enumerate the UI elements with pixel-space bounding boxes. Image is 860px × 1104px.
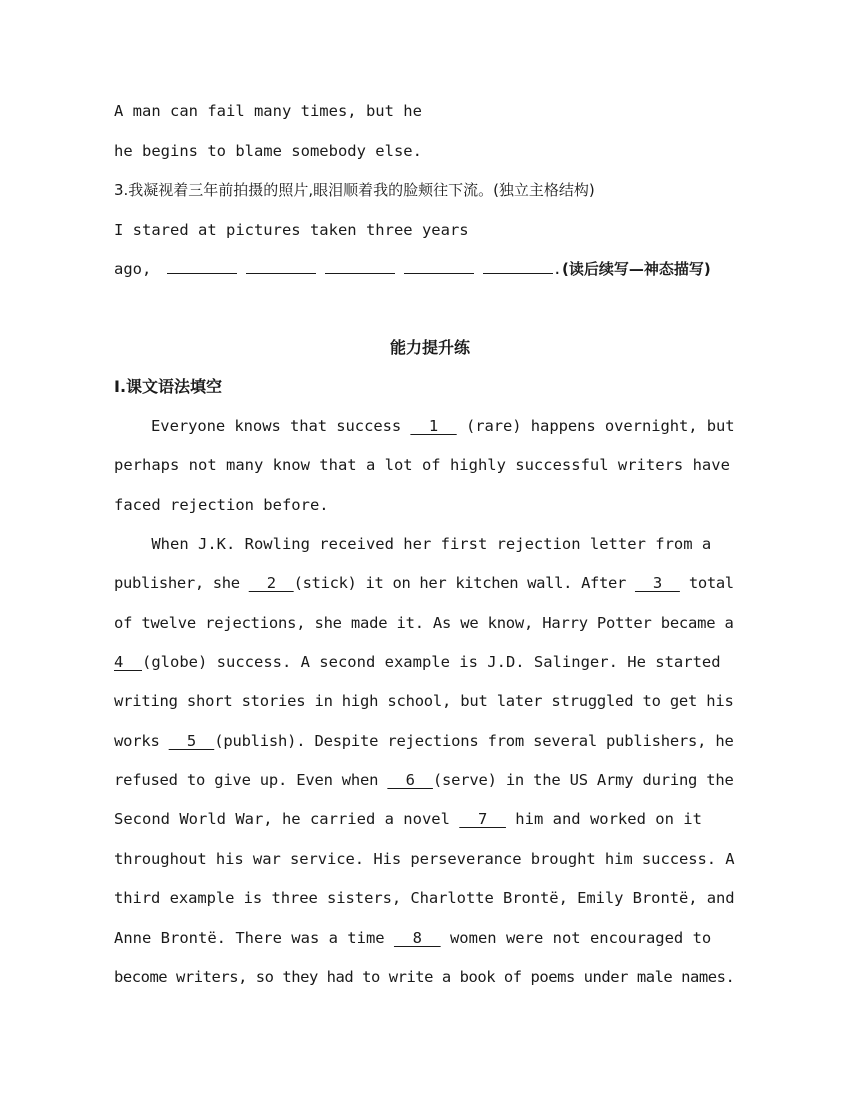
passage-line: perhaps not many know that a lot of highly successful writers have [114,456,730,474]
sentence-line: he begins to blame somebody else. [114,142,422,160]
answer-blank[interactable] [325,259,395,274]
blank-5[interactable]: 5 [168,732,215,750]
sentence-line: A man can fail many times, but he [114,102,422,120]
sentence-line: I stared at pictures taken three years [114,221,469,239]
answer-prefix: ago, [114,260,152,278]
writing-note: (读后续写—神态描写) [562,260,711,278]
passage-line: refused to give up. Even when 6 (serve) in the US Army during the [114,771,734,789]
answer-blank[interactable] [246,259,316,274]
passage-line: works 5 (publish). Despite rejections from several publishers, he [114,732,734,750]
passage-line: throughout his war service. His perseverance brought him success. A [114,850,735,868]
passage-line: publisher, she 2 (stick) it on her kitchen wall. After 3 total [114,574,734,592]
passage-line: When J.K. Rowling received her first rejection letter from a [114,535,712,553]
passage-line: Second World War, he carried a novel 7 him and worked on it [114,810,702,828]
blank-2[interactable]: 2 [248,574,294,592]
blank-1[interactable]: 1 [410,417,457,435]
passage-line: third example is three sisters, Charlotte Brontë, Emily Brontë, and [114,889,735,907]
question-3-prompt: 3.我凝视着三年前拍摄的照片,眼泪顺着我的脸颊往下流。(独立主格结构) [114,181,595,199]
passage-line: become writers, so they had to write a book of poems under male names. [114,968,735,986]
section-title: 能力提升练 [389,338,470,357]
passage-line: Everyone knows that success 1 (rare) happens overnight, but [114,417,735,435]
blank-7[interactable]: 7 [459,810,506,828]
answer-suffix: . [552,260,563,278]
part-heading: Ⅰ.课文语法填空 [114,377,223,396]
passage-line: of twelve rejections, she made it. As we know, Harry Potter became a [114,614,734,632]
passage-line: writing short stories in high school, but later struggled to get his [114,692,734,710]
answer-blank[interactable] [404,259,474,274]
answer-line [114,259,711,279]
answer-blank[interactable] [167,259,237,274]
blank-4[interactable]: 4 [114,653,142,671]
passage-line: faced rejection before. [114,496,329,514]
passage-line: Anne Brontë. There was a time 8 women were not encouraged to [114,929,712,947]
blank-6[interactable]: 6 [387,771,433,789]
passage-line: 4 (globe) success. A second example is J.D. Salinger. He started [114,653,721,671]
blank-3[interactable]: 3 [634,574,680,592]
blank-8[interactable]: 8 [393,929,441,947]
answer-blank[interactable] [483,259,553,274]
